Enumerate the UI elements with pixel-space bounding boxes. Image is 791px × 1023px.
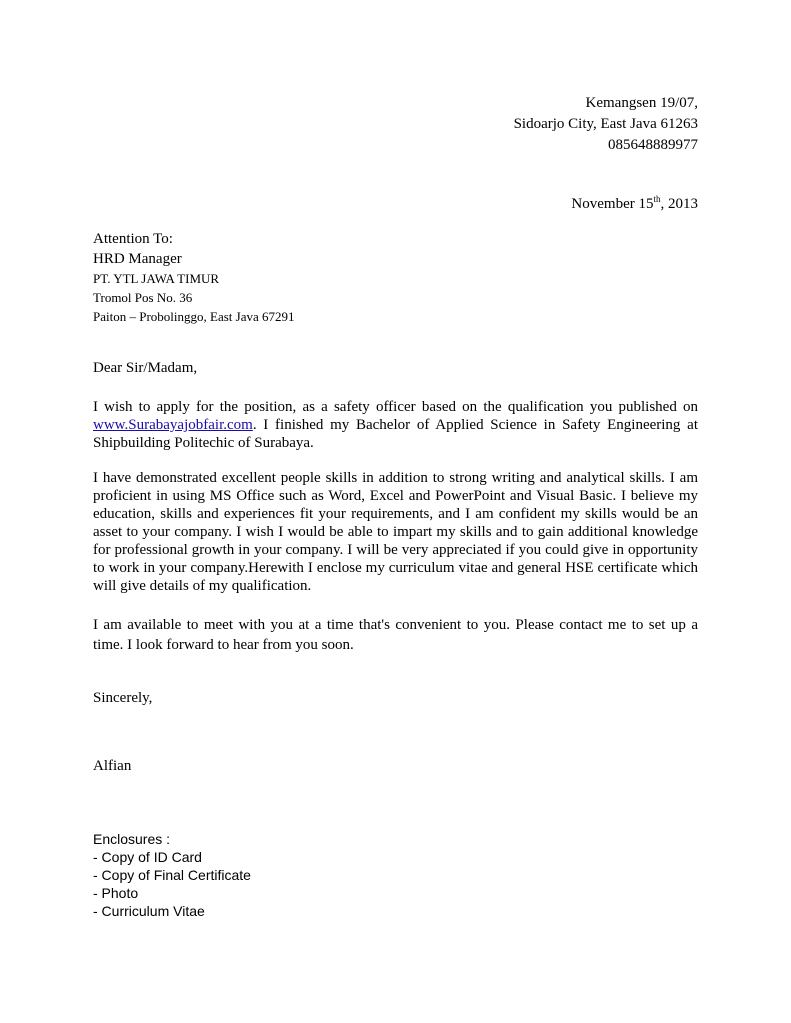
date-year: , 2013 (660, 196, 698, 212)
body-paragraph-2: I have demonstrated excellent people skills in addition to strong writing and analytical skills. I am proficient in using MS Office such as Word, Excel and PowerPoint and Visual Basic. I believe my education, skills and experiences fit your requirements, and I am confident my skills would be an asset to your company. I wish I would be able to impart my skills and to gain additional knowledge for professional growth in your company. I will be very appreciated if you could give in opportunity to work in your company.Herewith I enclose my curriculum vitae and general HSE certificate which will give details of my qualification. (93, 470, 698, 594)
sender-address (514, 93, 698, 156)
recipient-attention: Attention To: (93, 231, 173, 247)
enclosure-item: - Copy of ID Card (93, 849, 202, 865)
p1-text-after: . I finished my Bachelor of Applied Science in Safety Engineering at Shipbuilding Politechic of Surabaya. (93, 417, 698, 451)
recipient-block (93, 229, 295, 326)
enclosures-heading: Enclosures : (93, 831, 171, 847)
recipient-company: PT. YTL JAWA TIMUR (93, 271, 220, 286)
signer-name: Alfian (93, 758, 132, 774)
p1-text-before: I wish to apply for the position, as a safety officer based on the qualification you published on (93, 399, 698, 415)
enclosure-item: - Copy of Final Certificate (93, 867, 251, 883)
date-suffix: th (653, 194, 661, 204)
enclosure-item: - Photo (93, 885, 139, 901)
sender-phone: 085648889977 (608, 137, 698, 153)
sender-address-line1: Kemangsen 19/07, (585, 95, 698, 111)
letter-date (571, 194, 698, 215)
body-paragraph-3: I am available to meet with you at a time that's convenient to you. Please contact me to set up a time. I look forward to hear from you soon. (93, 617, 698, 653)
sender-address-line2: Sidoarjo City, East Java 61263 (513, 116, 698, 132)
recipient-title: HRD Manager (93, 251, 182, 267)
date-month-day: November 15 (571, 196, 654, 212)
recipient-city: Paiton – Probolinggo, East Java 67291 (93, 309, 295, 324)
recipient-po-box: Tromol Pos No. 36 (93, 290, 193, 305)
salutation: Dear Sir/Madam, (93, 360, 198, 376)
enclosure-item: - Curriculum Vitae (93, 903, 205, 919)
closing: Sincerely, (93, 690, 153, 706)
jobfair-link[interactable]: www.Surabayajobfair.com (93, 417, 253, 433)
body-paragraph-1 (93, 398, 698, 452)
enclosures-list (93, 830, 251, 920)
